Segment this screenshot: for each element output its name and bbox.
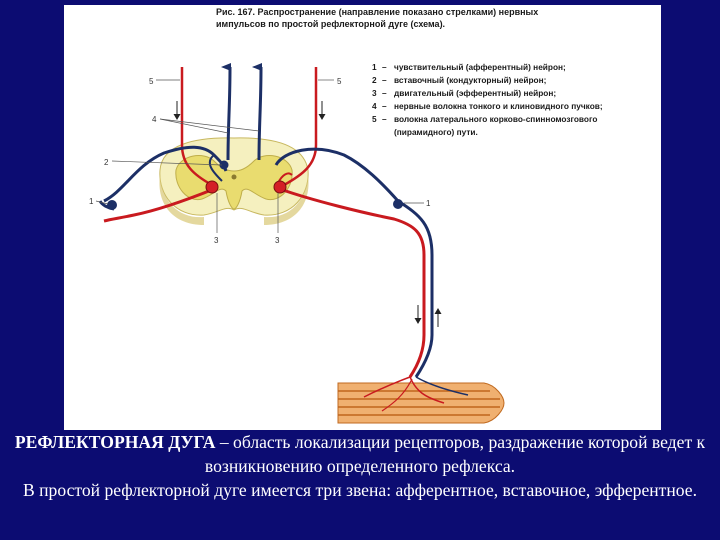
legend-item: 5 – волокна латерального корково-спинномозгового (пирамидного) пути. xyxy=(372,114,598,137)
diagram-figure xyxy=(64,5,661,430)
reflex-arc-diagram xyxy=(64,5,661,430)
label-3-right: 3 xyxy=(275,236,280,245)
muscle-illustration xyxy=(338,377,504,423)
legend-item: 2 – вставочный (кондукторный) нейрон; xyxy=(372,75,547,85)
caption-definition xyxy=(0,430,720,478)
figure-title: Рис. 167. Распространение (направление показано стрелками) нервных импульсов по простой рефлекторной дуге (схема). xyxy=(216,7,539,29)
caption-term: РЕФЛЕКТОРНАЯ ДУГА xyxy=(14,432,216,452)
direction-arrows xyxy=(177,101,438,327)
caption-line2: В простой рефлекторной дуге имеется три звена: афферентное, вставочное, эфферентное. xyxy=(22,480,697,500)
legend-item: 4 – нервные волокна тонкого и клиновидного пучков; xyxy=(372,101,603,111)
label-4: 4 xyxy=(152,115,157,124)
label-5-left: 5 xyxy=(149,77,154,86)
caption-definition-text: – область локализации рецепторов, раздражение которой ведет к возникновению определенного рефлекса. xyxy=(204,432,706,476)
label-1-left: 1 xyxy=(89,197,94,206)
legend-item: 3 – двигательный (эфферентный) нейрон; xyxy=(372,88,557,98)
label-2: 2 xyxy=(104,158,109,167)
label-1-right: 1 xyxy=(426,199,431,208)
slide-caption xyxy=(0,430,720,540)
legend-item: 1 – чувствительный (афферентный) нейрон; xyxy=(372,62,566,72)
label-3-left: 3 xyxy=(214,236,219,245)
label-5-right: 5 xyxy=(337,77,342,86)
